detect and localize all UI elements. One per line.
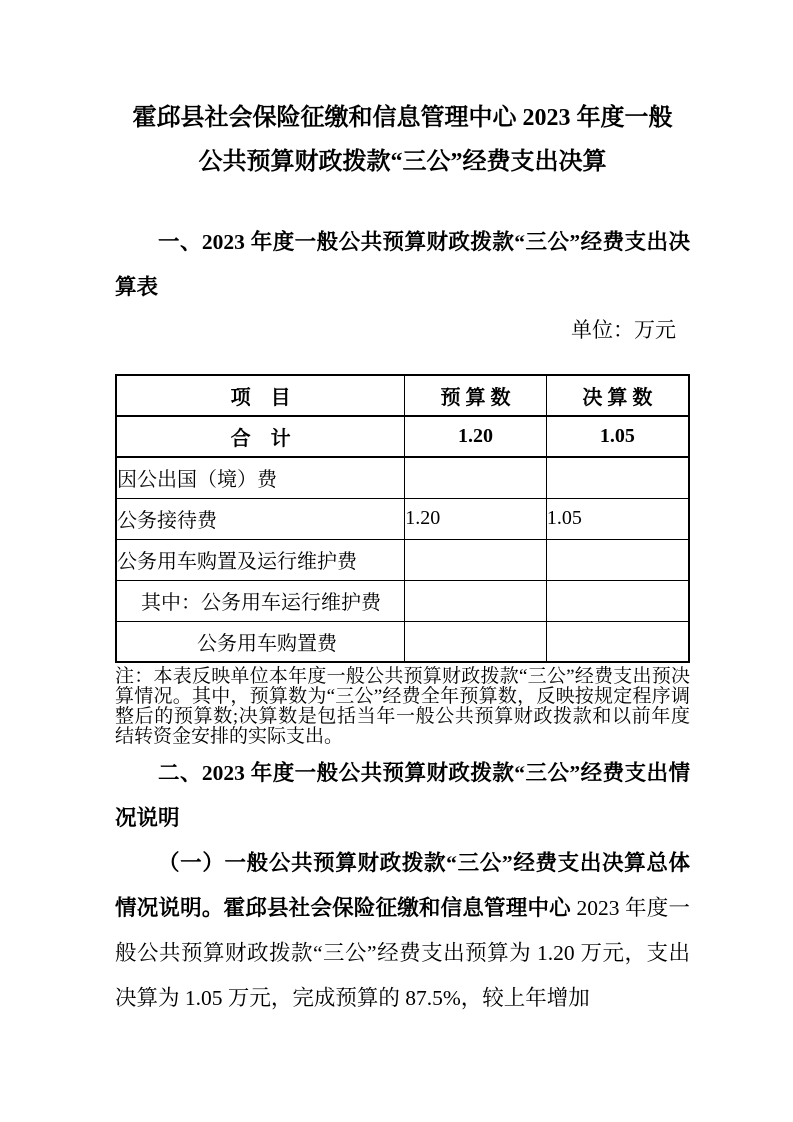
row-reception-budget: 1.20	[405, 498, 547, 539]
unit-label: 单位：万元	[571, 318, 676, 342]
row-abroad-final	[546, 457, 689, 498]
three-public-expense-table	[115, 374, 690, 663]
table-row-total	[116, 416, 689, 457]
row-vehicle-maintenance-item: 其中：公务用车运行维护费	[116, 580, 405, 621]
table-row-vehicle-purchase	[116, 621, 689, 662]
title-line-2: 公共预算财政拨款“三公”经费支出决算	[198, 149, 607, 175]
table-row-abroad	[116, 457, 689, 498]
section2-heading: 二、2023 年度一般公共预算财政拨款“三公”经费支出情况说明	[115, 761, 690, 830]
table-row-reception	[116, 498, 689, 539]
para-bold-lead: （一）一般公共预算财政拨款“三公”经费支出决算总体情况说明。霍邱县社会保险征缴和信息管理中心	[115, 851, 690, 920]
column-header-final: 决 算 数	[546, 375, 689, 416]
para-regular-text: 2023 年度一般公共预算财政拨款“三公”经费支出预算为 1.20 万元，支出决算为 1.05 万元，完成预算的 87.5%，较上年增加	[115, 896, 690, 1010]
para-overall-situation	[115, 841, 690, 1021]
column-header-budget: 预 算 数	[405, 375, 547, 416]
row-reception-item: 公务接待费	[116, 498, 405, 539]
column-header-item: 项 目	[116, 375, 405, 416]
row-vehicle-purchase-final	[546, 621, 689, 662]
table-note: 注：本表反映单位本年度一般公共预算财政拨款“三公”经费支出预决算情况。其中，预算数为“三公”经费全年预算数，反映按规定程序调整后的预算数;决算数是包括当年一般公共预算财政拨款和以前年度结转资金安排的实际支出。	[115, 666, 690, 747]
section1-heading: 一、2023 年度一般公共预算财政拨款“三公”经费支出决算表	[115, 230, 690, 299]
table-header-row	[116, 375, 689, 416]
row-abroad-item: 因公出国（境）费	[116, 457, 405, 498]
document-title	[115, 96, 690, 184]
row-vehicle-purchase-item: 公务用车购置费	[116, 621, 405, 662]
row-reception-final: 1.05	[546, 498, 689, 539]
table-row-vehicle-total	[116, 539, 689, 580]
row-vehicle-total-final	[546, 539, 689, 580]
row-vehicle-total-budget	[405, 539, 547, 580]
title-line-1: 霍邱县社会保险征缴和信息管理中心 2023 年度一般	[132, 105, 673, 131]
row-total-final: 1.05	[546, 416, 689, 457]
row-total-budget: 1.20	[405, 416, 547, 457]
table-row-vehicle-maintenance	[116, 580, 689, 621]
row-total-item: 合 计	[116, 416, 405, 457]
row-abroad-budget	[405, 457, 547, 498]
row-vehicle-maintenance-final	[546, 580, 689, 621]
row-vehicle-purchase-budget	[405, 621, 547, 662]
row-vehicle-total-item: 公务用车购置及运行维护费	[116, 539, 405, 580]
row-vehicle-maintenance-budget	[405, 580, 547, 621]
